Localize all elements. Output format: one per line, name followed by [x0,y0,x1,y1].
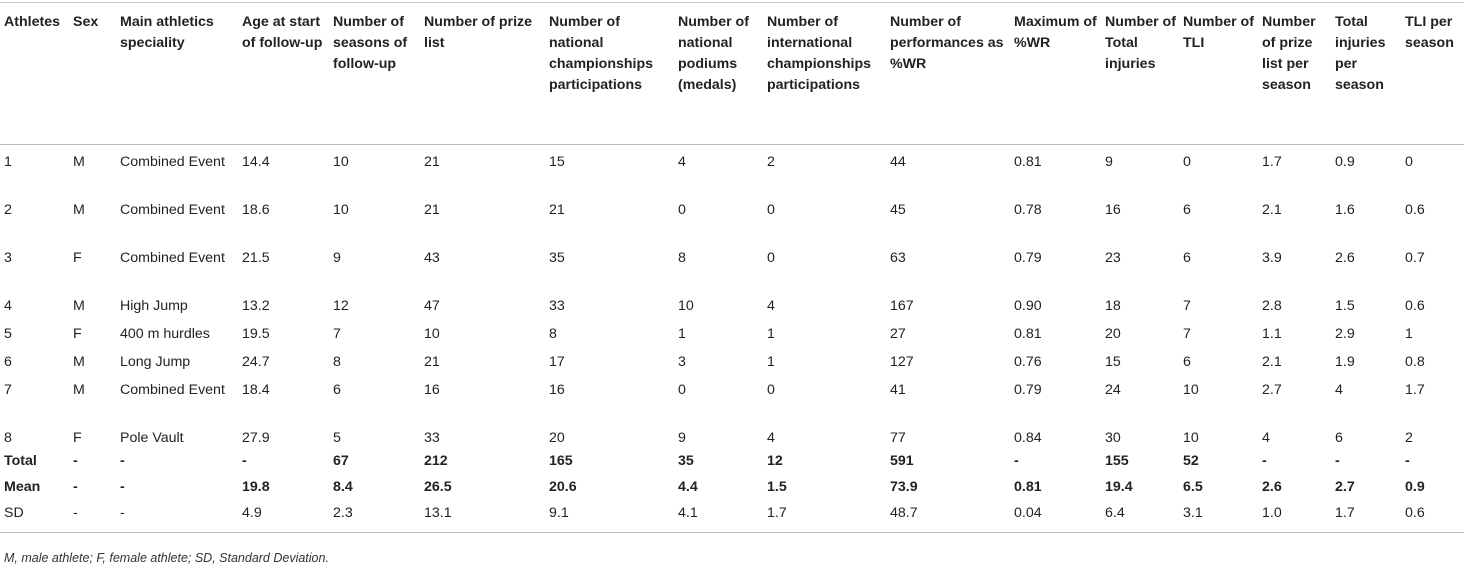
table-cell: 18 [1105,297,1121,314]
table-cell: 33 [549,297,565,314]
table-cell: 47 [424,297,440,314]
table-cell: 27 [890,325,906,342]
table-cell: 4 [1262,429,1270,446]
table-cell: 6 [1335,429,1343,446]
table-cell: 10 [1183,381,1199,398]
col-header: Total injuries per season [1331,3,1401,145]
table-cell: 13.1 [420,501,545,533]
table-cell: 0.9 [1405,478,1425,495]
table-cell: 1.9 [1335,353,1355,370]
table-cell: M [73,353,85,370]
col-header: Number of national championships participations [545,3,674,145]
table-cell: 16 [1105,201,1121,218]
table-cell: 5 [4,325,12,342]
table-cell: 67 [333,452,349,469]
table-cell: 77 [890,429,906,446]
table-cell: 0.6 [1405,201,1425,218]
table-cell: - [1014,452,1019,469]
table-cell: 15 [549,154,565,170]
table-cell: 17 [549,353,565,370]
table-cell: 1.1 [1262,325,1282,342]
table-cell: - [116,501,238,533]
table-cell: 9 [333,249,341,266]
table-cell: M [73,154,85,170]
table-cell: 9 [678,429,686,446]
col-header: Number of TLI [1179,3,1258,145]
table-cell: 2.8 [1262,297,1282,314]
table-cell: - [1335,452,1340,469]
col-header: Number of performances as %WR [886,3,1010,145]
table-cell: 10 [678,297,694,314]
table-cell: 18.4 [242,381,270,398]
table-cell: 5 [333,429,341,446]
table-cell: 3 [678,353,686,370]
table-row [0,421,1464,449]
table-cell: 0.6 [1405,297,1425,314]
table-cell: Pole Vault [120,429,184,446]
table-cell: 0.6 [1401,501,1464,533]
table-cell: 0.79 [1014,381,1042,398]
table-cell: 0.78 [1014,201,1042,218]
table-cell: 19.8 [242,478,270,495]
col-header: Number of international championships participations [763,3,886,145]
table-cell: 1.7 [763,501,886,533]
table-cell: 4 [767,297,775,314]
table-cell: 2.6 [1262,478,1282,495]
table-cell: 3.9 [1262,249,1282,266]
table-cell: 12 [333,297,349,314]
table-cell: 127 [890,353,914,370]
table-cell: 6.5 [1183,478,1203,495]
table-cell: 10 [424,325,440,342]
table-cell: 45 [890,201,906,218]
table-cell: Combined Event [120,154,225,170]
table-cell: 4 [767,429,775,446]
table-cell: - [73,452,78,469]
table-cell: 1 [1405,325,1413,342]
table-cell: 2.9 [1335,325,1355,342]
table-cell: 16 [424,381,440,398]
table-cell: 8.4 [333,478,353,495]
table-cell: 1 [767,353,775,370]
table-cell: 6 [333,381,341,398]
table-cell: 1.7 [1405,381,1425,398]
table-cell: 1 [678,325,686,342]
table-cell: 16 [549,381,565,398]
table-cell: 14.4 [242,154,270,170]
col-header: Number of prize list per season [1258,3,1331,145]
table-cell: 1.0 [1258,501,1331,533]
athletes-table [0,2,1464,533]
col-header: Number of prize list [420,3,545,145]
table-cell: 35 [678,452,694,469]
table-cell: 33 [424,429,440,446]
col-header: TLI per season [1401,3,1464,145]
table-cell: 1 [767,325,775,342]
table-cell: 21 [424,201,440,218]
table-cell: 52 [1183,452,1199,469]
table-cell: 1 [4,154,12,170]
table-cell: 167 [890,297,914,314]
table-cell: 20.6 [549,478,577,495]
table-row [0,317,1464,345]
table-cell: 2.7 [1262,381,1282,398]
table-cell: 21 [424,154,440,170]
table-cell: 7 [4,381,12,398]
table-cell: 24 [1105,381,1121,398]
table-cell: M [73,381,85,398]
table-cell: 0.84 [1014,429,1042,446]
table-cell: 2.1 [1262,201,1282,218]
table-cell: 1.5 [767,478,787,495]
table-cell: 2.1 [1262,353,1282,370]
table-cell: 4.1 [674,501,763,533]
table-cell: 48.7 [886,501,1010,533]
table-row [0,289,1464,317]
table-cell: 6 [4,353,12,370]
table-cell: - [120,452,125,469]
table-cell: - [73,478,78,495]
table-cell: 4 [4,297,12,314]
table-cell: 30 [1105,429,1121,446]
table-cell: Long Jump [120,353,191,370]
table-cell: 15 [1105,353,1121,370]
table-cell: 10 [1183,429,1199,446]
table-cell: Total [4,452,37,469]
table-cell: 3 [4,249,12,266]
table-cell: 41 [890,381,906,398]
table-cell: Combined Event [120,249,225,266]
table-cell: 2 [1405,429,1413,446]
col-header: Maximum of %WR [1010,3,1101,145]
table-cell: 19.4 [1105,478,1133,495]
table-cell: Combined Event [120,201,225,218]
table-cell: M [73,201,85,218]
table-cell: 1.7 [1331,501,1401,533]
table-cell: 0 [1183,154,1191,170]
table-cell: 3.1 [1179,501,1258,533]
table-cell: 21 [549,201,565,218]
total-row [0,449,1464,475]
table-cell: 63 [890,249,906,266]
table-cell: 0.90 [1014,297,1042,314]
col-header: Number of national podiums (medals) [674,3,763,145]
table-cell: 9.1 [545,501,674,533]
table-cell: 2 [4,201,12,218]
table-cell: 0 [767,201,775,218]
table-cell: 24.7 [242,353,270,370]
table-cell: 0.8 [1405,353,1425,370]
table-row [0,241,1464,289]
table-cell: 400 m hurdles [120,325,210,342]
table-cell: M [73,297,85,314]
table-cell: - [1262,452,1267,469]
table-cell: 0 [767,381,775,398]
col-header: Number of Total injuries [1101,3,1179,145]
table-cell: 2.3 [329,501,420,533]
table-cell: 35 [549,249,565,266]
table-cell: 12 [767,452,783,469]
table-cell: 0.9 [1335,154,1355,170]
table-cell: 7 [1183,297,1191,314]
table-cell: Combined Event [120,381,225,398]
table-cell: 0 [767,249,775,266]
table-cell: 0 [678,201,686,218]
table-cell: 155 [1105,452,1129,469]
table-cell: 2 [767,154,775,170]
col-header: Age at start of follow-up [238,3,329,145]
table-cell: - [242,452,247,469]
table-cell: 4 [678,154,686,170]
table-cell: 7 [1183,325,1191,342]
table-cell: 6 [1183,353,1191,370]
table-cell: 165 [549,452,573,469]
table-cell: 6 [1183,201,1191,218]
table-cell: 212 [424,452,448,469]
table-footnote: M, male athlete; F, female athlete; SD, Standard Deviation. [4,551,329,565]
table-cell: 4.9 [238,501,329,533]
table-cell: 0.76 [1014,353,1042,370]
table-cell: 10 [333,201,349,218]
table-cell: 7 [333,325,341,342]
table-cell: 4.4 [678,478,698,495]
table-cell: 0.04 [1010,501,1101,533]
table-cell: 0.79 [1014,249,1042,266]
table-cell: 6.4 [1101,501,1179,533]
table-cell: 26.5 [424,478,452,495]
table-cell: 27.9 [242,429,270,446]
table-cell: 2.6 [1335,249,1355,266]
table-cell: 21.5 [242,249,270,266]
table-cell: 8 [4,429,12,446]
header-row [0,3,1464,145]
table-cell: 1.6 [1335,201,1355,218]
table-row [0,145,1464,193]
table-cell: 1.5 [1335,297,1355,314]
table-row [0,373,1464,421]
table-cell: 9 [1105,154,1113,170]
table-cell: - [120,478,125,495]
col-header: Athletes [0,3,69,145]
table-cell: 0.7 [1405,249,1425,266]
table-cell: 18.6 [242,201,270,218]
table-cell: F [73,429,82,446]
table-cell: 8 [333,353,341,370]
col-header: Main athletics speciality [116,3,238,145]
sd-row [0,501,1464,533]
table-cell: F [73,325,82,342]
table-cell: 20 [1105,325,1121,342]
table-row [0,193,1464,241]
table-cell: 8 [678,249,686,266]
table-cell: 13.2 [242,297,270,314]
table-cell: 44 [890,154,906,170]
table-cell: 73.9 [890,478,918,495]
table-cell: 0.81 [1014,325,1042,342]
table-cell: 19.5 [242,325,270,342]
table-cell: 20 [549,429,565,446]
table-cell: High Jump [120,297,188,314]
table-cell: 0 [1405,154,1413,170]
table-cell: 23 [1105,249,1121,266]
table-cell: 0.81 [1014,478,1042,495]
table-cell: SD [0,501,69,533]
col-header: Number of seasons of follow-up [329,3,420,145]
table-cell: F [73,249,82,266]
table-cell: 43 [424,249,440,266]
mean-row [0,475,1464,501]
table-cell: 6 [1183,249,1191,266]
table-cell: - [69,501,116,533]
table-cell: Mean [4,478,41,495]
table-cell: - [1405,452,1410,469]
table-row [0,345,1464,373]
table-cell: 2.7 [1335,478,1355,495]
table-cell: 0 [678,381,686,398]
table-cell: 591 [890,452,914,469]
table-cell: 8 [549,325,557,342]
table-cell: 4 [1335,381,1343,398]
table-cell: 21 [424,353,440,370]
table-cell: 1.7 [1262,154,1282,170]
table-cell: 10 [333,154,349,170]
col-header: Sex [69,3,116,145]
table-cell: 0.81 [1014,154,1042,170]
